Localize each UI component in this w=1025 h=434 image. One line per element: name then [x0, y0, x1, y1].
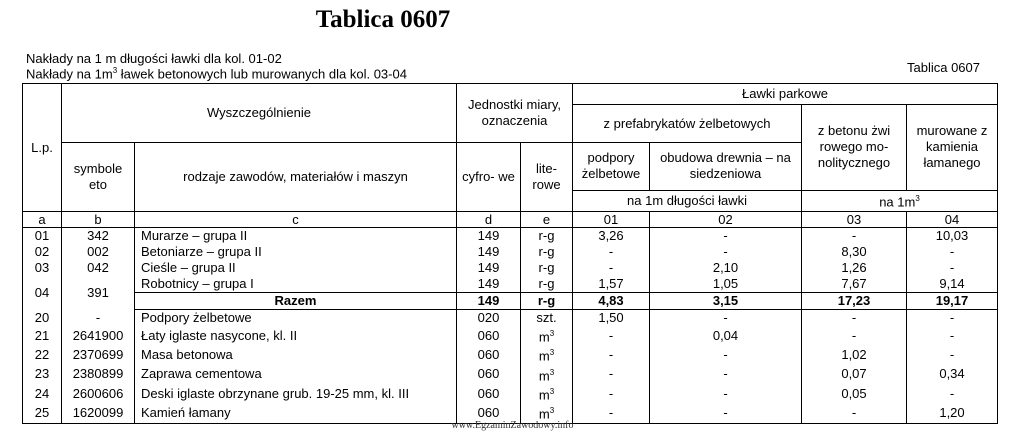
total-02: 3,15 [650, 293, 802, 310]
watermark: www.EgzaminZawodowy.info [451, 420, 574, 431]
col-letter: 04 [907, 212, 998, 228]
cell-e: $m^3$ [521, 326, 573, 345]
cell-01: - [573, 365, 650, 384]
subtitle-cubic: Nakłady na $1m^3$ ławek betonowych lub murowanych dla kol. 03-04 [26, 66, 407, 82]
header-wyszczegolnienie: Wyszczególnienie [62, 84, 457, 143]
cell-03: 1,02 [802, 345, 907, 364]
cell-d: 149 [457, 276, 521, 293]
cell-02: - [650, 384, 802, 403]
cell-d: 149 [457, 244, 521, 260]
cell-02: - [650, 403, 802, 423]
cell-02: - [650, 310, 802, 327]
cell-lp: 03 [23, 260, 62, 276]
subtitle-meters: Nakłady na 1 m długości ławki dla kol. 01-02 [26, 51, 282, 66]
cell-lp: 02 [23, 244, 62, 260]
cell-e: $m^3$ [521, 345, 573, 364]
header-jednostki: Jednostki miary, oznaczenia [457, 84, 573, 143]
cell-symbol: - [62, 310, 135, 327]
total-label: Razem [135, 293, 457, 310]
col-letter: 02 [650, 212, 802, 228]
total-d: 149 [457, 293, 521, 310]
cell-02: - [650, 365, 802, 384]
column-letters-row [23, 212, 998, 228]
cell-symbol: 2600606 [62, 384, 135, 403]
cell-04: - [907, 345, 998, 364]
cell-d: 060 [457, 384, 521, 403]
header-rodzaje: rodzaje zawodów, materiałów i maszyn [135, 143, 457, 212]
cell-02: - [650, 345, 802, 364]
cell-02: 2,10 [650, 260, 802, 276]
cell-d: 060 [457, 365, 521, 384]
cell-03: - [802, 228, 907, 245]
cell-02: 1,05 [650, 276, 802, 293]
cell-04: 0,34 [907, 365, 998, 384]
cell-04: - [907, 326, 998, 345]
cell-name: Murarze – grupa II [135, 228, 457, 245]
table-row [23, 345, 998, 364]
cell-symbol: 042 [62, 260, 135, 276]
cell-01: 3,26 [573, 228, 650, 245]
header-obudowa: obudowa drewnia – na siedzeniowa [650, 143, 802, 191]
table-reference: Tablica 0607 [907, 60, 980, 75]
header-lp: L.p. [23, 84, 62, 212]
col-letter: e [521, 212, 573, 228]
cell-name: Robotnicy – grupa I [135, 276, 457, 293]
table-row [23, 384, 998, 403]
cell-lp: 25 [23, 403, 62, 423]
cell-name: Deski iglaste obrzynane grub. 19-25 mm, kl. III [135, 384, 457, 403]
cell-e: $m^3$ [521, 384, 573, 403]
header-na-1m: na 1m długości ławki [573, 190, 802, 211]
cell-03: 1,26 [802, 260, 907, 276]
cell-e: r-g [521, 228, 573, 245]
cell-01: 1,50 [573, 310, 650, 327]
cell-01: 1,57 [573, 276, 650, 293]
cell-01: - [573, 384, 650, 403]
cell-symbol: 002 [62, 244, 135, 260]
table-row [23, 310, 998, 327]
cell-03: - [802, 326, 907, 345]
cell-04: - [907, 310, 998, 327]
total-row [23, 293, 998, 310]
cell-04: - [907, 260, 998, 276]
cell-04: 9,14 [907, 276, 998, 293]
cell-01: - [573, 403, 650, 423]
col-letter: 01 [573, 212, 650, 228]
table-row [23, 326, 998, 345]
total-03: 17,23 [802, 293, 907, 310]
cell-03: - [802, 310, 907, 327]
cell-03: 0,05 [802, 384, 907, 403]
cell-e: r-g [521, 244, 573, 260]
cell-lp: 23 [23, 365, 62, 384]
cell-lp: 24 [23, 384, 62, 403]
cell-e: r-g [521, 276, 573, 293]
cell-01: - [573, 260, 650, 276]
col-letter: a [23, 212, 62, 228]
table-row [23, 365, 998, 384]
cell-01: - [573, 244, 650, 260]
cell-d: 020 [457, 310, 521, 327]
cell-name: Kamień łamany [135, 403, 457, 423]
cell-04: 10,03 [907, 228, 998, 245]
total-e: r-g [521, 293, 573, 310]
cell-d: 060 [457, 403, 521, 423]
header-prefab: z prefabrykatów żelbetowych [573, 105, 802, 143]
cell-03: - [802, 403, 907, 423]
total-04: 19,17 [907, 293, 998, 310]
header-cyfrowe: cyfro- we [457, 143, 521, 212]
cell-d: 060 [457, 345, 521, 364]
header-beton: z betonu żwi rowego mo- nolitycznego [802, 105, 907, 191]
cell-03: 0,07 [802, 365, 907, 384]
cell-02: - [650, 244, 802, 260]
cell-lp: 21 [23, 326, 62, 345]
col-letter: c [135, 212, 457, 228]
cell-e: szt. [521, 310, 573, 327]
cell-symbol: 2641900 [62, 326, 135, 345]
header-lawki: Ławki parkowe [573, 84, 998, 105]
page-title: Tablica 0607 [315, 6, 451, 33]
cell-03: 7,67 [802, 276, 907, 293]
cell-e: $m^3$ [521, 365, 573, 384]
cell-01: - [573, 345, 650, 364]
cell-name: Masa betonowa [135, 345, 457, 364]
header-murowane: murowane z kamienia łamanego [907, 105, 998, 191]
cell-01: - [573, 326, 650, 345]
cell-symbol: 2380899 [62, 365, 135, 384]
cell-name: Zaprawa cementowa [135, 365, 457, 384]
cell-symbol: 2370699 [62, 345, 135, 364]
cell-e: $m^3$ [521, 403, 573, 423]
cell-lp: 01 [23, 228, 62, 245]
norms-table [22, 83, 998, 424]
cell-symbol: 342 [62, 228, 135, 245]
table-row [23, 276, 998, 293]
cell-04: - [907, 244, 998, 260]
cell-lp: 22 [23, 345, 62, 364]
cell-03: 8,30 [802, 244, 907, 260]
cell-04: 1,20 [907, 403, 998, 423]
table-row [23, 260, 998, 276]
header-symbole: symbole eto [62, 143, 135, 212]
cell-04: - [907, 384, 998, 403]
cell-name: Podpory żelbetowe [135, 310, 457, 327]
cell-d: 149 [457, 260, 521, 276]
cell-name: Łaty iglaste nasycone, kl. II [135, 326, 457, 345]
cell-symbol: 1620099 [62, 403, 135, 423]
col-letter: 03 [802, 212, 907, 228]
cell-name: Cieśle – grupa II [135, 260, 457, 276]
header-literowe: lite- rowe [521, 143, 573, 212]
cell-lp: 04 [23, 276, 62, 310]
cell-02: - [650, 228, 802, 245]
cell-d: 060 [457, 326, 521, 345]
cell-e: r-g [521, 260, 573, 276]
cell-lp: 20 [23, 310, 62, 327]
cell-name: Betoniarze – grupa II [135, 244, 457, 260]
total-01: 4,83 [573, 293, 650, 310]
col-letter: d [457, 212, 521, 228]
header-podpory: podpory żelbetowe [573, 143, 650, 191]
cell-d: 149 [457, 228, 521, 245]
header-na-1m3: na $1m^3$ [802, 190, 998, 211]
cell-02: 0,04 [650, 326, 802, 345]
col-letter: b [62, 212, 135, 228]
table-row [23, 228, 998, 245]
table-row [23, 244, 998, 260]
cell-symbol: 391 [62, 276, 135, 310]
